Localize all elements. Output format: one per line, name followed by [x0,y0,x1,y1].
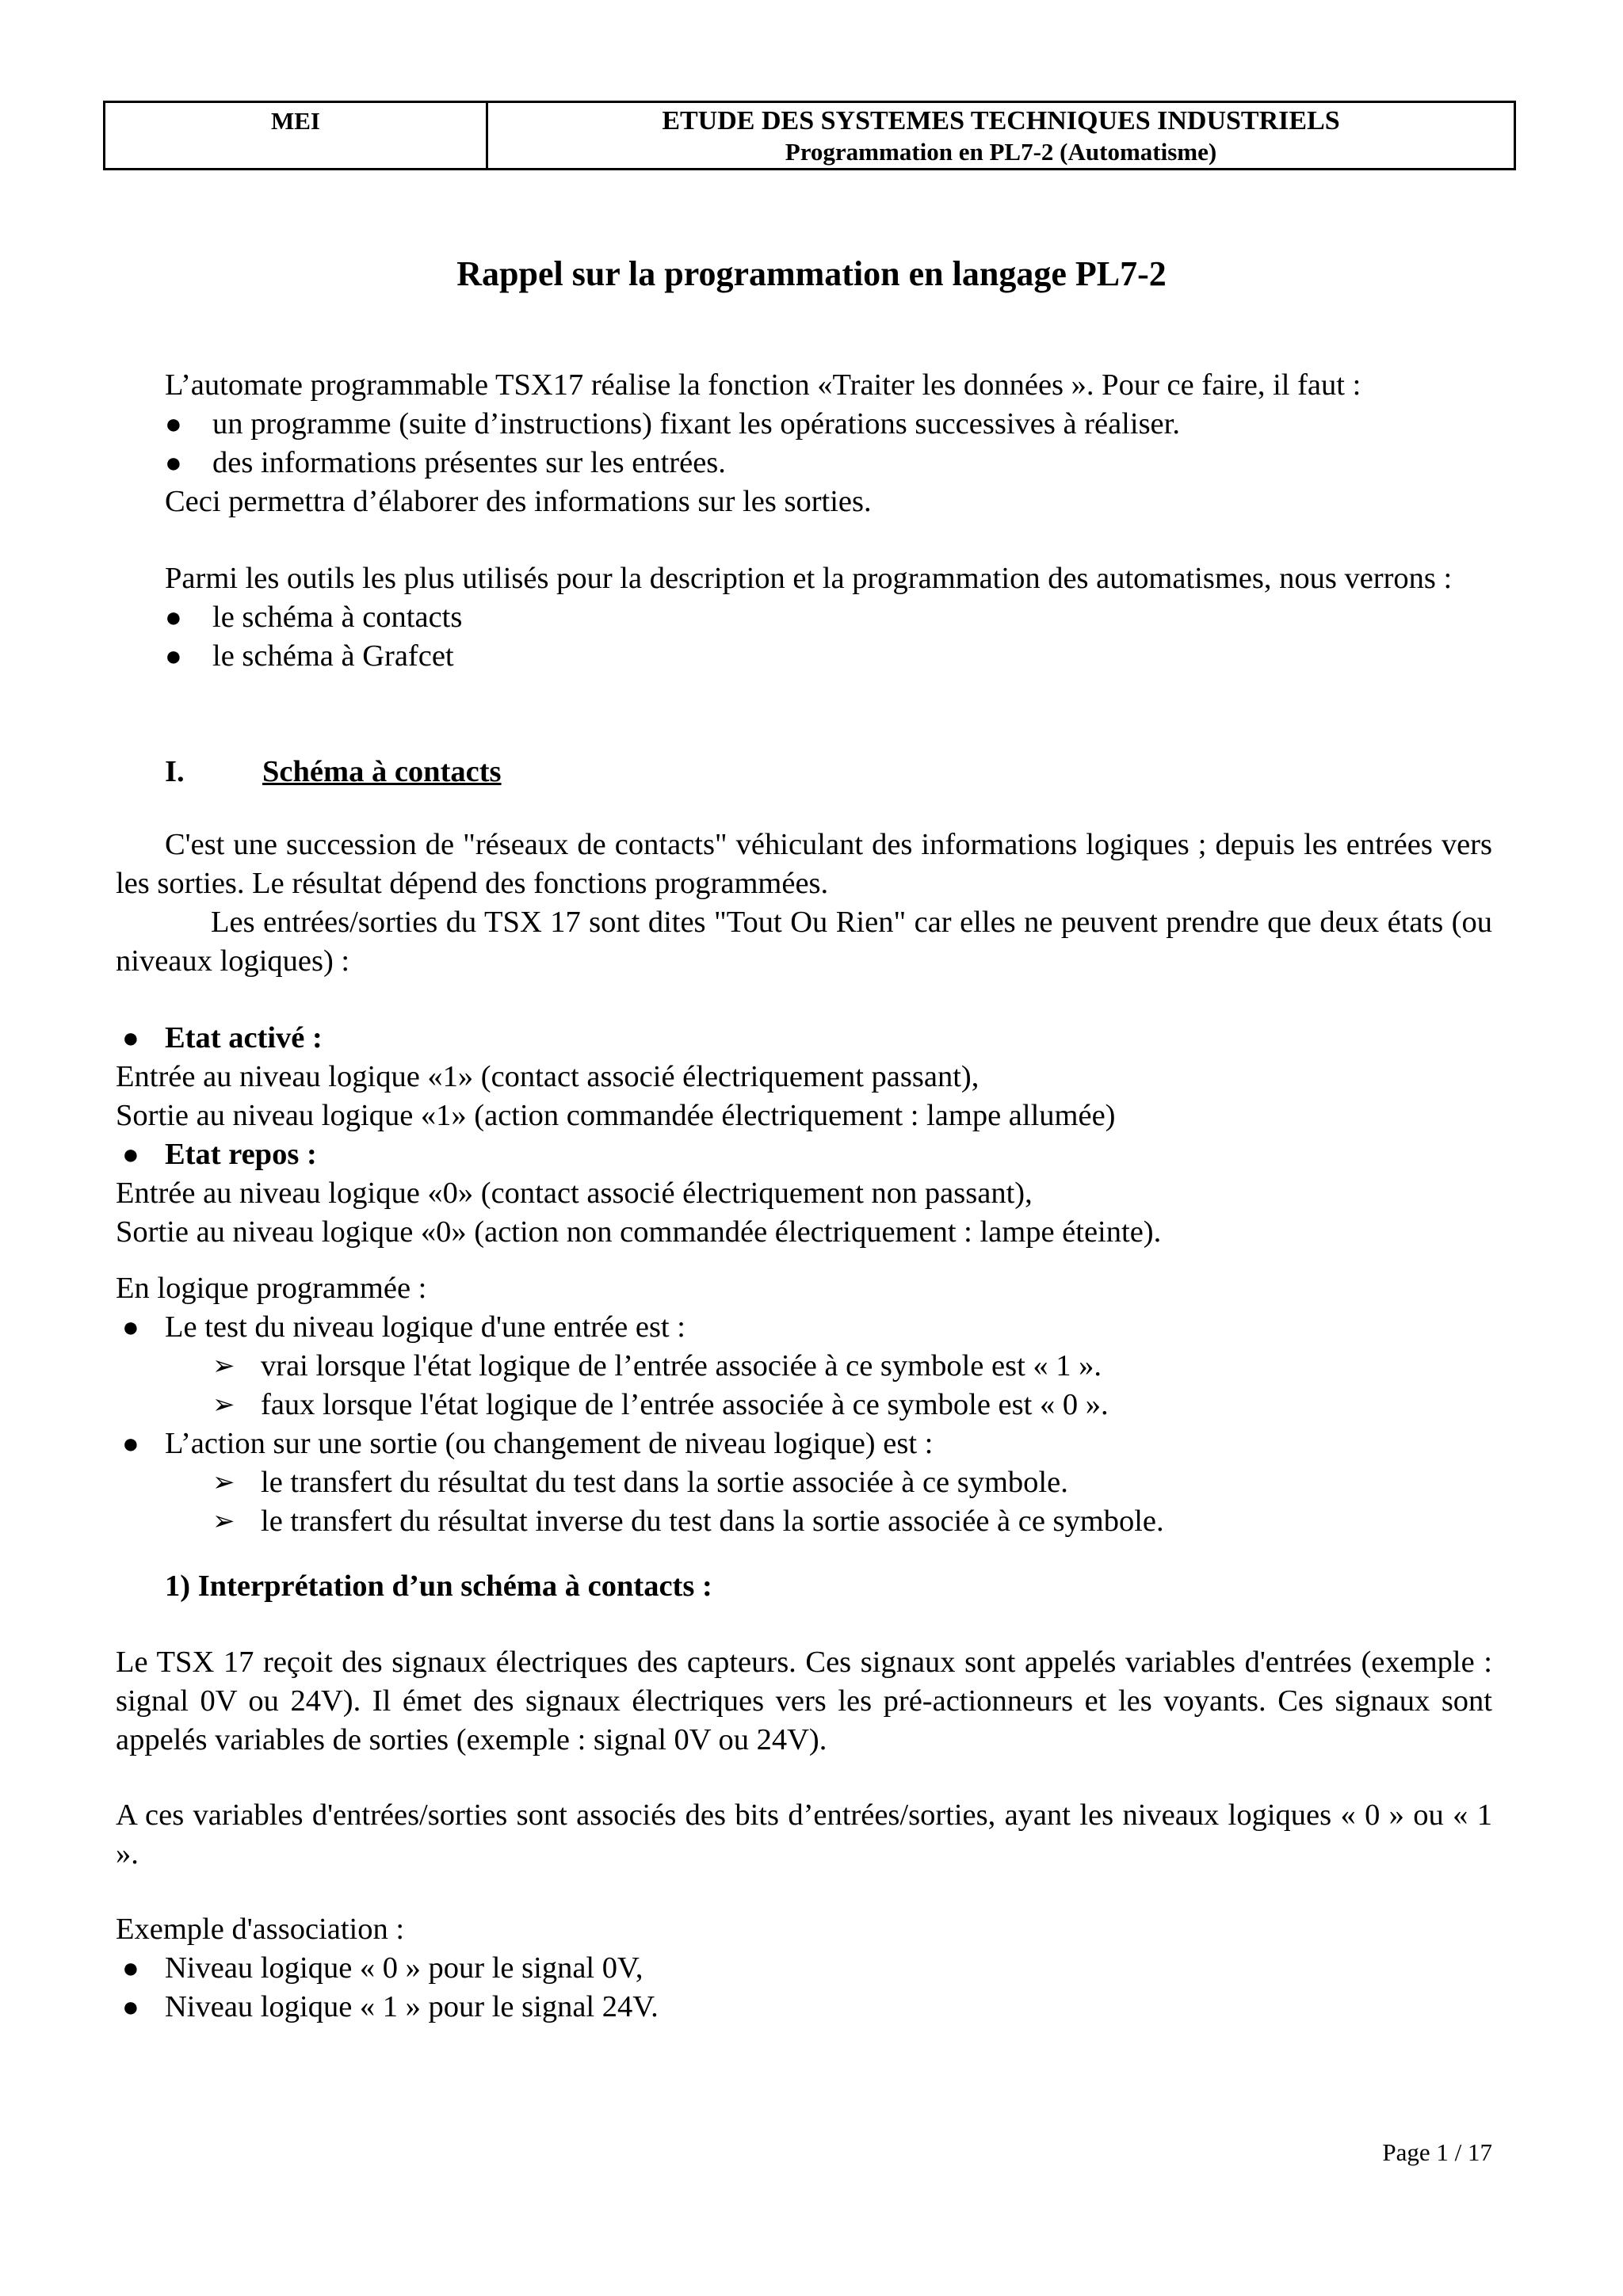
list-item [116,444,1492,482]
subsection-title: 1) Interprétation d’un schéma à contacts : [165,1569,712,1603]
logic-list [116,1425,1492,1463]
bullet-dot-icon: ● [122,1952,139,1984]
list-item-text: le transfert du résultat inverse du test dans la sortie associée à ce symbole. [261,1505,1164,1538]
list-item [116,1135,1492,1174]
list-item [116,1949,1492,1988]
header-left-cell: MEI [105,103,488,168]
logic-list [116,1308,1492,1347]
list-item-text: Niveau logique « 0 » pour le signal 0V, [165,1951,643,1985]
state-line: Sortie au niveau logique «1» (action commandée électriquement : lampe allumée) [116,1099,1116,1132]
list-item [116,1988,1492,2027]
page-number: Page 1 / 17 [1382,2138,1492,2166]
page-title: Rappel sur la programmation en langage PL7-2 [456,254,1167,293]
bullet-dot-icon: ● [122,1022,139,1054]
bullet-dot-icon: ● [122,1138,139,1170]
example-block [116,1910,1492,2027]
example-lead: Exemple d'association : [116,1913,405,1946]
intro-tail: Ceci permettra d’élaborer des informations sur les sorties. [165,485,872,518]
example-list [116,1949,1492,2027]
state-line: Entrée au niveau logique «1» (contact associé électriquement passant), [116,1060,980,1093]
bullet-dot-icon: ● [165,408,182,440]
list-item [116,1425,1492,1463]
bullet-dot-icon: ● [165,640,182,672]
list-item [116,405,1492,444]
tools-list [116,598,1492,676]
list-item [116,1386,1492,1425]
list-item [116,1502,1492,1541]
states-list [116,1019,1492,1058]
arrow-bullet-icon: ➢ [212,1390,235,1420]
list-item [116,1347,1492,1386]
subsection-paragraph: A ces variables d'entrées/sorties sont associés des bits d’entrées/sorties, ayant les niveaux logiques « 0 » ou « 1 ». [116,1798,1492,1871]
header-right-cell [488,103,1514,168]
state-line: Entrée au niveau logique «0» (contact associé électriquement non passant), [116,1177,1033,1210]
state-active-label: Etat activé : [165,1021,323,1055]
intro-lead: L’automate programmable TSX17 réalise la fonction «Traiter les données ». Pour ce faire, il faut : [165,368,1361,402]
subsection-body [116,1796,1492,1874]
tools-lead: Parmi les outils les plus utilisés pour la description et la programmation des automatismes, nous verrons : [165,562,1453,595]
list-item-text: vrai lorsque l'état logique de l’entrée associée à ce symbole est « 1 ». [261,1349,1102,1383]
section-title: Schéma à contacts [262,755,502,788]
state-rest-label: Etat repos : [165,1138,317,1171]
list-item-text: le schéma à Grafcet [212,639,454,673]
bullet-dot-icon: ● [122,1991,139,2023]
intro-block [116,366,1492,521]
bullet-dot-icon: ● [165,601,182,633]
list-item-text: le schéma à contacts [212,601,463,634]
list-item [116,1019,1492,1058]
header-table [103,101,1516,170]
list-item [116,598,1492,637]
bullet-dot-icon: ● [122,1311,139,1343]
logic-sublist [116,1347,1492,1425]
list-item [116,1308,1492,1347]
states-block [116,1019,1492,1252]
list-item-text: Niveau logique « 1 » pour le signal 24V. [165,1990,659,2023]
intro-list [116,405,1492,482]
section1-body [116,826,1492,981]
section1-paragraph: Les entrées/sorties du TSX 17 sont dites "Tout Ou Rien" car elles ne peuvent prendre que deux états (ou niveaux logiques) : [116,906,1492,978]
list-item-text: Le test du niveau logique d'une entrée est : [165,1310,685,1344]
list-item [116,637,1492,676]
list-item-text: faux lorsque l'état logique de l’entrée associée à ce symbole est « 0 ». [261,1388,1109,1421]
logic-sublist [116,1463,1492,1541]
list-item-text: un programme (suite d’instructions) fixant les opérations successives à réaliser. [212,407,1180,441]
subsection-paragraph: Le TSX 17 reçoit des signaux électriques des capteurs. Ces signaux sont appelés variables d'entrées (exemple : signal 0V ou 24V). Il émet des signaux électriques vers les pré-actionneurs et les voyants. Ces signaux sont appelés variables de sorties (exemple : signal 0V ou 24V). [116,1646,1492,1756]
arrow-bullet-icon: ➢ [212,1468,235,1497]
header-title: ETUDE DES SYSTEMES TECHNIQUES INDUSTRIELS [662,106,1340,135]
list-item-text: le transfert du résultat du test dans la sortie associée à ce symbole. [261,1466,1068,1499]
tools-block [116,559,1492,676]
list-item-text: des informations présentes sur les entrées. [212,446,726,479]
section-number: I. [165,755,185,788]
arrow-bullet-icon: ➢ [212,1507,235,1536]
list-item-text: L’action sur une sortie (ou changement de niveau logique) est : [165,1427,934,1460]
bullet-dot-icon: ● [122,1428,139,1459]
header-subtitle: Programmation en PL7-2 (Automatisme) [785,138,1217,166]
arrow-bullet-icon: ➢ [212,1352,235,1381]
state-line: Sortie au niveau logique «0» (action non commandée électriquement : lampe éteinte). [116,1215,1162,1249]
section1-paragraph: C'est une succession de "réseaux de contacts" véhiculant des informations logiques ; depuis les entrées vers les sorties. Le résultat dépend des fonctions programmées. [116,828,1492,900]
logic-lead: En logique programmée : [116,1272,427,1305]
subsection-body [116,1643,1492,1760]
list-item [116,1463,1492,1502]
states-list [116,1135,1492,1174]
bullet-dot-icon: ● [165,447,182,479]
logic-block [116,1269,1492,1541]
